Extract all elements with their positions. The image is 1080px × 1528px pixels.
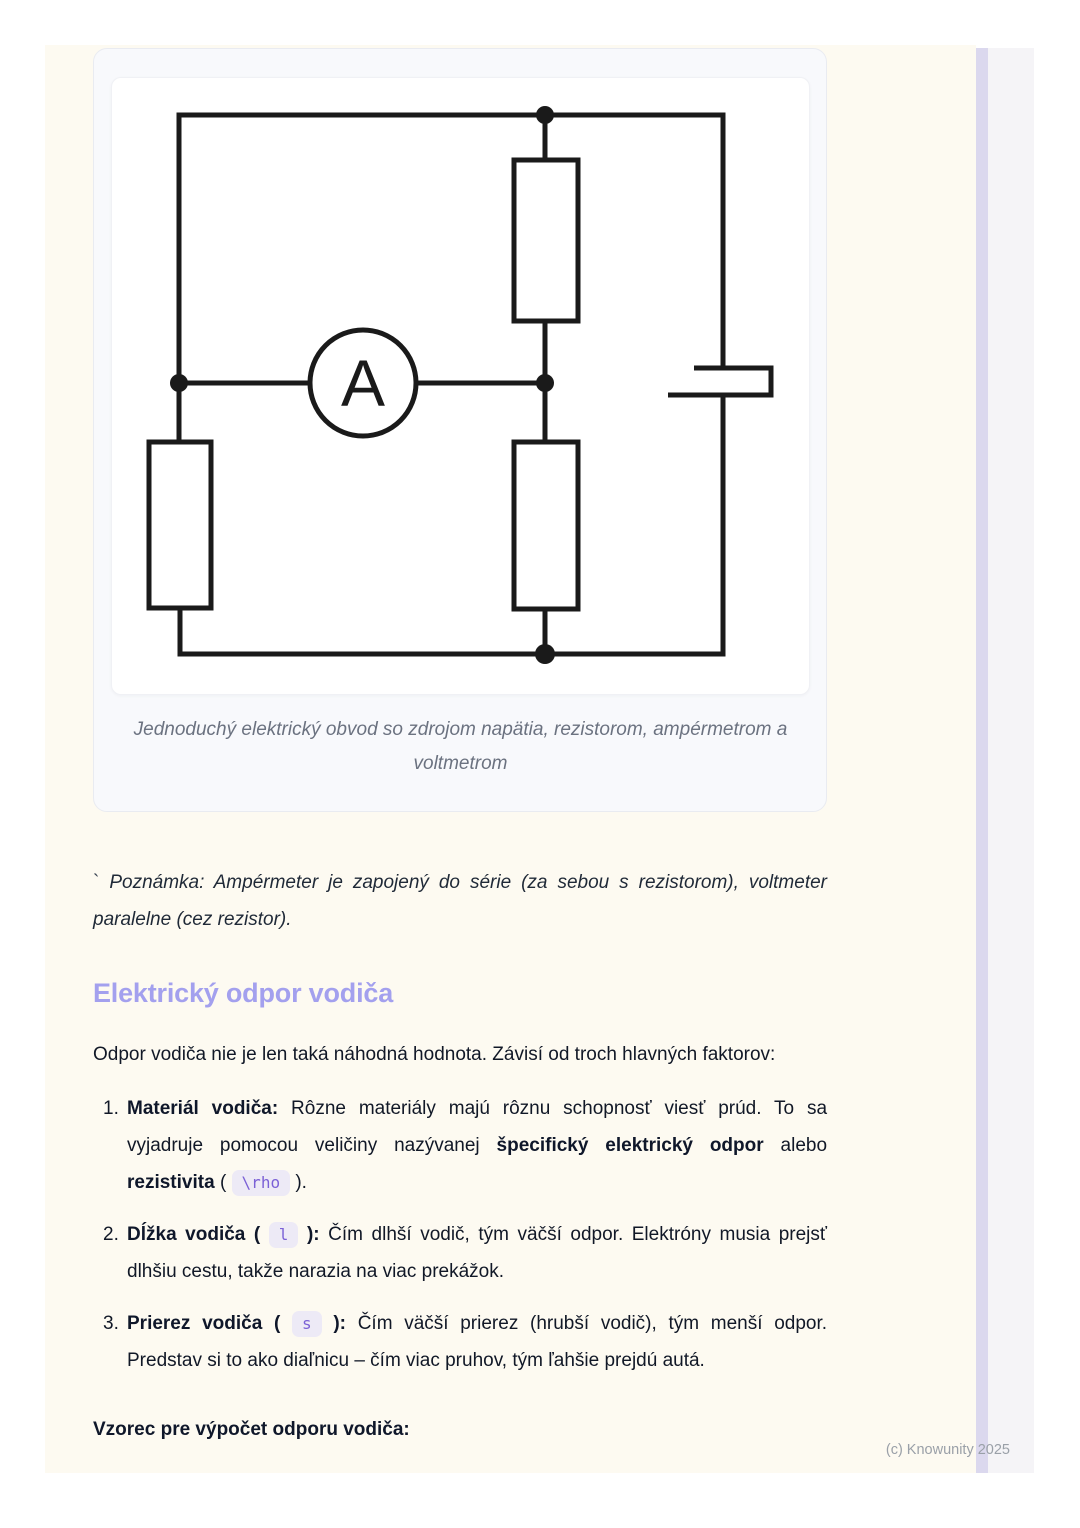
ammeter-label: A (340, 346, 386, 420)
inline-code-s: s (292, 1311, 322, 1337)
content-column (93, 48, 827, 1441)
list-number: 3. (103, 1313, 119, 1334)
resistor-center-top (514, 160, 578, 321)
backtick-mark: ` (93, 872, 100, 893)
circuit-diagram (112, 78, 809, 694)
list-item (103, 1090, 827, 1201)
list-number: 2. (103, 1224, 119, 1245)
page-edge-strip (976, 48, 988, 1473)
figure-panel (111, 77, 810, 695)
section-heading: Elektrický odpor vodiča (93, 978, 394, 1008)
intro-paragraph: Odpor vodiča nie je len taká náhodná hodnota. Závisí od troch hlavných faktorov: (93, 1044, 776, 1065)
inline-code-rho: \rho (232, 1170, 291, 1196)
list-item-text: Prierez vodiča ( s ): Čím väčší prierez (hrubší vodič), tým menší odpor. Predstav si to ako diaľnicu – čím viac pruhov, tým ľahšie prejdú autá. (127, 1313, 828, 1371)
junction-dot-top (536, 106, 554, 124)
resistor-center-bottom (514, 442, 578, 609)
wire-top-loop (179, 115, 723, 442)
copyright-credit: (c) Knowunity 2025 (885, 1442, 1010, 1458)
wire-bottom-loop (180, 395, 723, 654)
figure-caption: Jednoduchý elektrický obvod so zdrojom napätia, rezistorom, ampérmetrom a voltmetrom (133, 719, 788, 774)
battery-symbol (668, 368, 771, 395)
junction-dot-center (536, 374, 554, 392)
list-item (103, 1216, 827, 1290)
figure-card (93, 48, 827, 812)
resistor-left (149, 442, 211, 608)
list-number: 1. (103, 1098, 119, 1119)
right-side-panel (988, 48, 1034, 1473)
junction-dot-bottom (535, 644, 555, 664)
junction-dot-left (170, 374, 188, 392)
note-paragraph (93, 864, 827, 938)
list-item-text: Materiál vodiča: Rôzne materiály majú rôznu schopnosť viesť prúd. To sa vyjadruje pomocou veličiny nazývanej špecifický elektrický odpor alebo rezistivita ( \rho ). (127, 1090, 827, 1201)
formula-label: Vzorec pre výpočet odporu vodiča: (93, 1419, 410, 1440)
list-item (103, 1305, 827, 1379)
list-item-text: Dĺžka vodiča ( l ): Čím dlhší vodič, tým väčší odpor. Elektróny musia prejsť dlhšiu cestu, takže narazia na viac prekážok. (127, 1224, 828, 1282)
inline-code-l: l (269, 1222, 299, 1248)
note-text: Poznámka: Ampérmeter je zapojený do série (za sebou s rezistorom), voltmeter paralelne (cez rezistor). (93, 872, 827, 930)
factors-list (93, 1090, 827, 1379)
